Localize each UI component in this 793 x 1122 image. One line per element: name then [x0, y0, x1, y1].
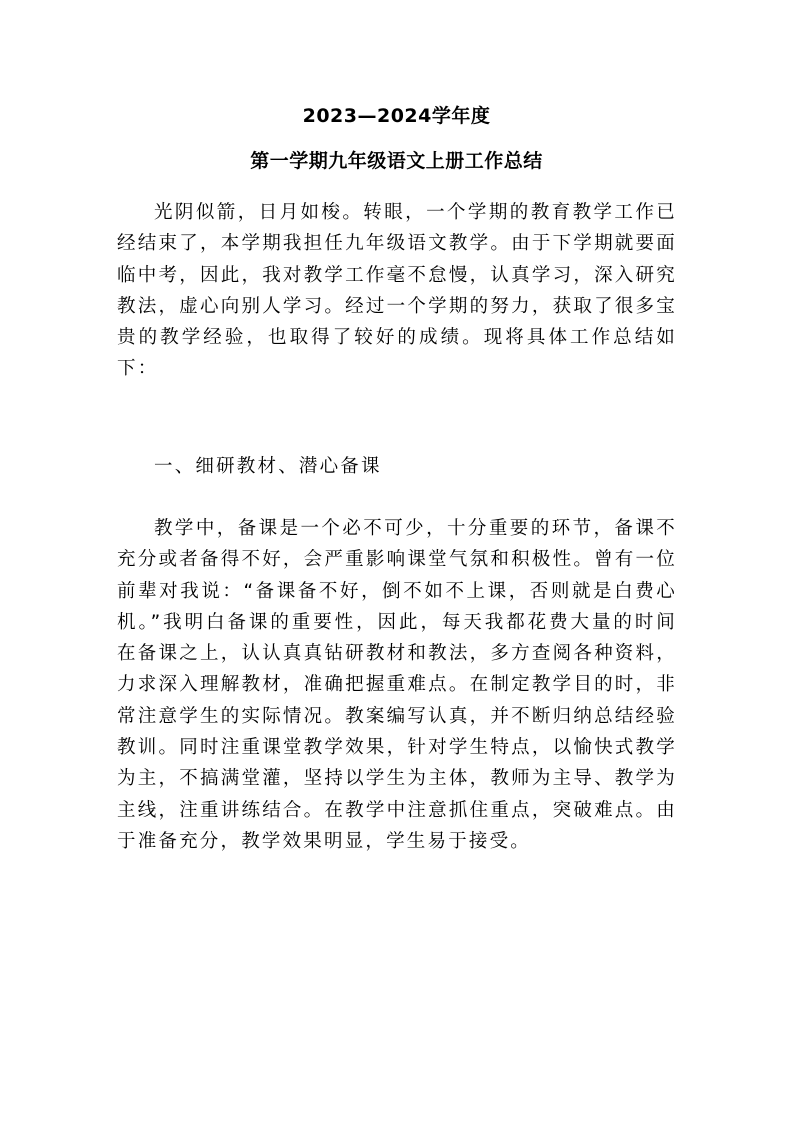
section-heading: 一、细研教材、潜心备课: [154, 456, 382, 477]
section-paragraph: 教学中，备课是一个必不可少，十分重要的环节，备课不充分或者备得不好，会严重影响课堂气氛和积极性。曾有一位前辈对我说：“备课备不好，倒不如不上课，否则就是白费心机。”我明白备课的重要性，因此，每天我都花费大量的时间在备课之上，认认真真钻研教材和教法，多方查阅各种资料，力求深入理解教材，准确把握重难点。在制定教学目的时，非常注意学生的实际情况。教案编写认真，并不断归纳总结经验教训。同时注重课堂教学效果，针对学生特点，以愉快式教学为主，不搞满堂灌，坚持以学生为主体，教师为主导、教学为主线，注重讲练结合。在教学中注意抓住重点，突破难点。由于准备充分，教学效果明显，学生易于接受。: [117, 518, 677, 852]
document-title-main: 第一学期九年级语文上册工作总结: [250, 150, 543, 172]
document-title-year: 2023—2024学年度: [302, 105, 491, 127]
intro-paragraph: 光阴似箭，日月如梭。转眼，一个学期的教育教学工作已经结束了，本学期我担任九年级语文教学。由于下学期就要面临中考，因此，我对教学工作毫不怠慢，认真学习，深入研究教法，虚心向别人学习。经过一个学期的努力，获取了很多宝贵的教学经验，也取得了较好的成绩。现将具体工作总结如下：: [117, 202, 677, 380]
